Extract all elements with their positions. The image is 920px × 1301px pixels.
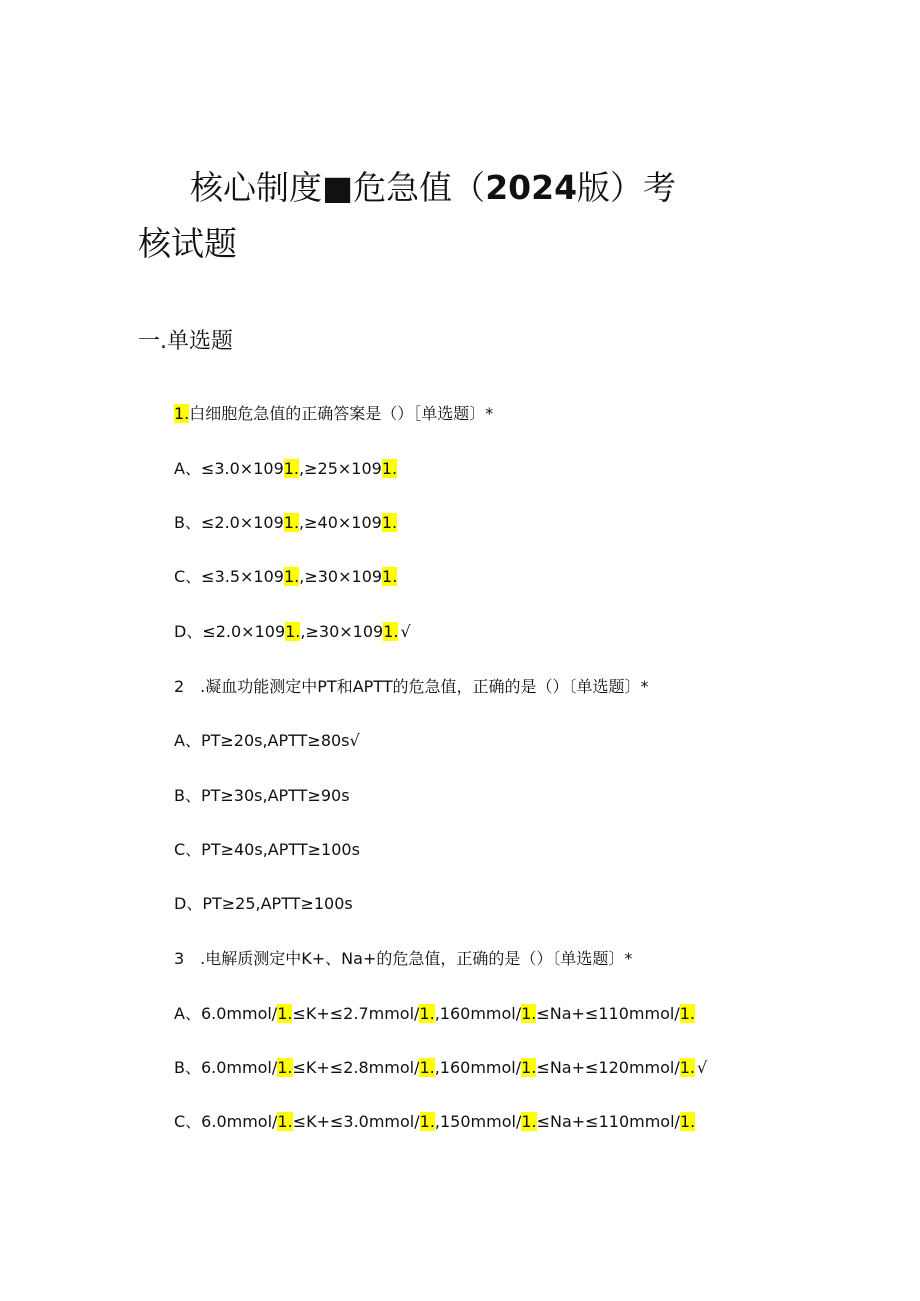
option-2a: A、PT≥20s,APTT≥80s√ — [174, 731, 360, 750]
option-text: A、6.0mmol/ — [174, 1004, 278, 1023]
option-text: ≤Na+≤120mmol/ — [536, 1058, 680, 1077]
title-suffix: 版）考核试题 — [138, 168, 677, 263]
title-year: 2024 — [485, 168, 578, 207]
option-2b: B、PT≥30s,APTT≥90s — [174, 786, 350, 805]
unit-highlight: 1. — [419, 1058, 435, 1077]
option-text: ≤K+≤3.0mmol/ — [292, 1112, 420, 1131]
option-1b — [174, 511, 397, 535]
unit-highlight: 1. — [283, 513, 300, 532]
unit-highlight: 1. — [419, 1004, 435, 1023]
option-text: ≤Na+≤110mmol/ — [536, 1112, 680, 1131]
unit-highlight: 1. — [383, 622, 399, 641]
correct-answer-checkmark: √ — [400, 622, 411, 641]
option-text: C、6.0mmol/ — [174, 1112, 278, 1131]
section-heading: 一.单选题 — [138, 329, 233, 354]
option-1c — [174, 565, 397, 589]
title-prefix: 核心制度■危急值（ — [190, 168, 486, 207]
question-3: 3 .电解质测定中K+、Na+的危急值，正确的是（）〔单选题〕* — [174, 949, 633, 968]
option-text: D、≤2.0×109 — [174, 622, 286, 641]
option-text: ,≥30×109 — [299, 567, 383, 586]
option-2d: D、PT≥25,APTT≥100s — [174, 894, 353, 913]
option-text: ≤K+≤2.7mmol/ — [292, 1004, 420, 1023]
option-1d — [174, 620, 411, 644]
correct-answer-checkmark: √ — [697, 1058, 708, 1077]
option-text: B、6.0mmol/ — [174, 1058, 278, 1077]
unit-highlight: 1. — [283, 567, 300, 586]
question-1 — [174, 402, 493, 426]
unit-highlight: 1. — [381, 513, 398, 532]
option-3b — [174, 1056, 707, 1080]
unit-highlight: 1. — [285, 622, 301, 641]
unit-highlight: 1. — [679, 1058, 695, 1077]
unit-highlight: 1. — [679, 1004, 695, 1023]
option-text: ,160mmol/ — [434, 1004, 522, 1023]
unit-highlight: 1. — [419, 1112, 435, 1131]
option-1a — [174, 457, 397, 481]
unit-highlight: 1. — [679, 1112, 696, 1131]
option-2c: C、PT≥40s,APTT≥100s — [174, 840, 360, 859]
unit-highlight: 1. — [521, 1112, 537, 1131]
option-text: C、≤3.5×109 — [174, 567, 284, 586]
option-text: ,≥40×109 — [299, 513, 382, 532]
option-3c — [174, 1110, 695, 1134]
option-text: B、≤2.0×109 — [174, 513, 284, 532]
question-number-highlight: 1. — [174, 404, 190, 423]
document-title — [138, 160, 698, 272]
option-text: ,≥30×109 — [300, 622, 384, 641]
unit-highlight: 1. — [521, 1058, 537, 1077]
question-text: 白细胞危急值的正确答案是（）［单选题〕* — [189, 404, 494, 423]
unit-highlight: 1. — [277, 1004, 293, 1023]
unit-highlight: 1. — [521, 1004, 537, 1023]
option-text: ≤K+≤2.8mmol/ — [292, 1058, 420, 1077]
unit-highlight: 1. — [277, 1112, 293, 1131]
unit-highlight: 1. — [283, 459, 300, 478]
option-text: ≤Na+≤110mmol/ — [536, 1004, 680, 1023]
unit-highlight: 1. — [381, 459, 398, 478]
question-2: 2 .凝血功能测定中PT和APTT的危急值，正确的是（）〔单选题〕* — [174, 677, 649, 696]
unit-highlight: 1. — [277, 1058, 293, 1077]
option-text: ,150mmol/ — [434, 1112, 522, 1131]
option-3a — [174, 1002, 695, 1026]
unit-highlight: 1. — [382, 567, 398, 586]
option-text: ,160mmol/ — [434, 1058, 522, 1077]
option-text: A、≤3.0×109 — [174, 459, 284, 478]
option-text: ,≥25×109 — [299, 459, 382, 478]
